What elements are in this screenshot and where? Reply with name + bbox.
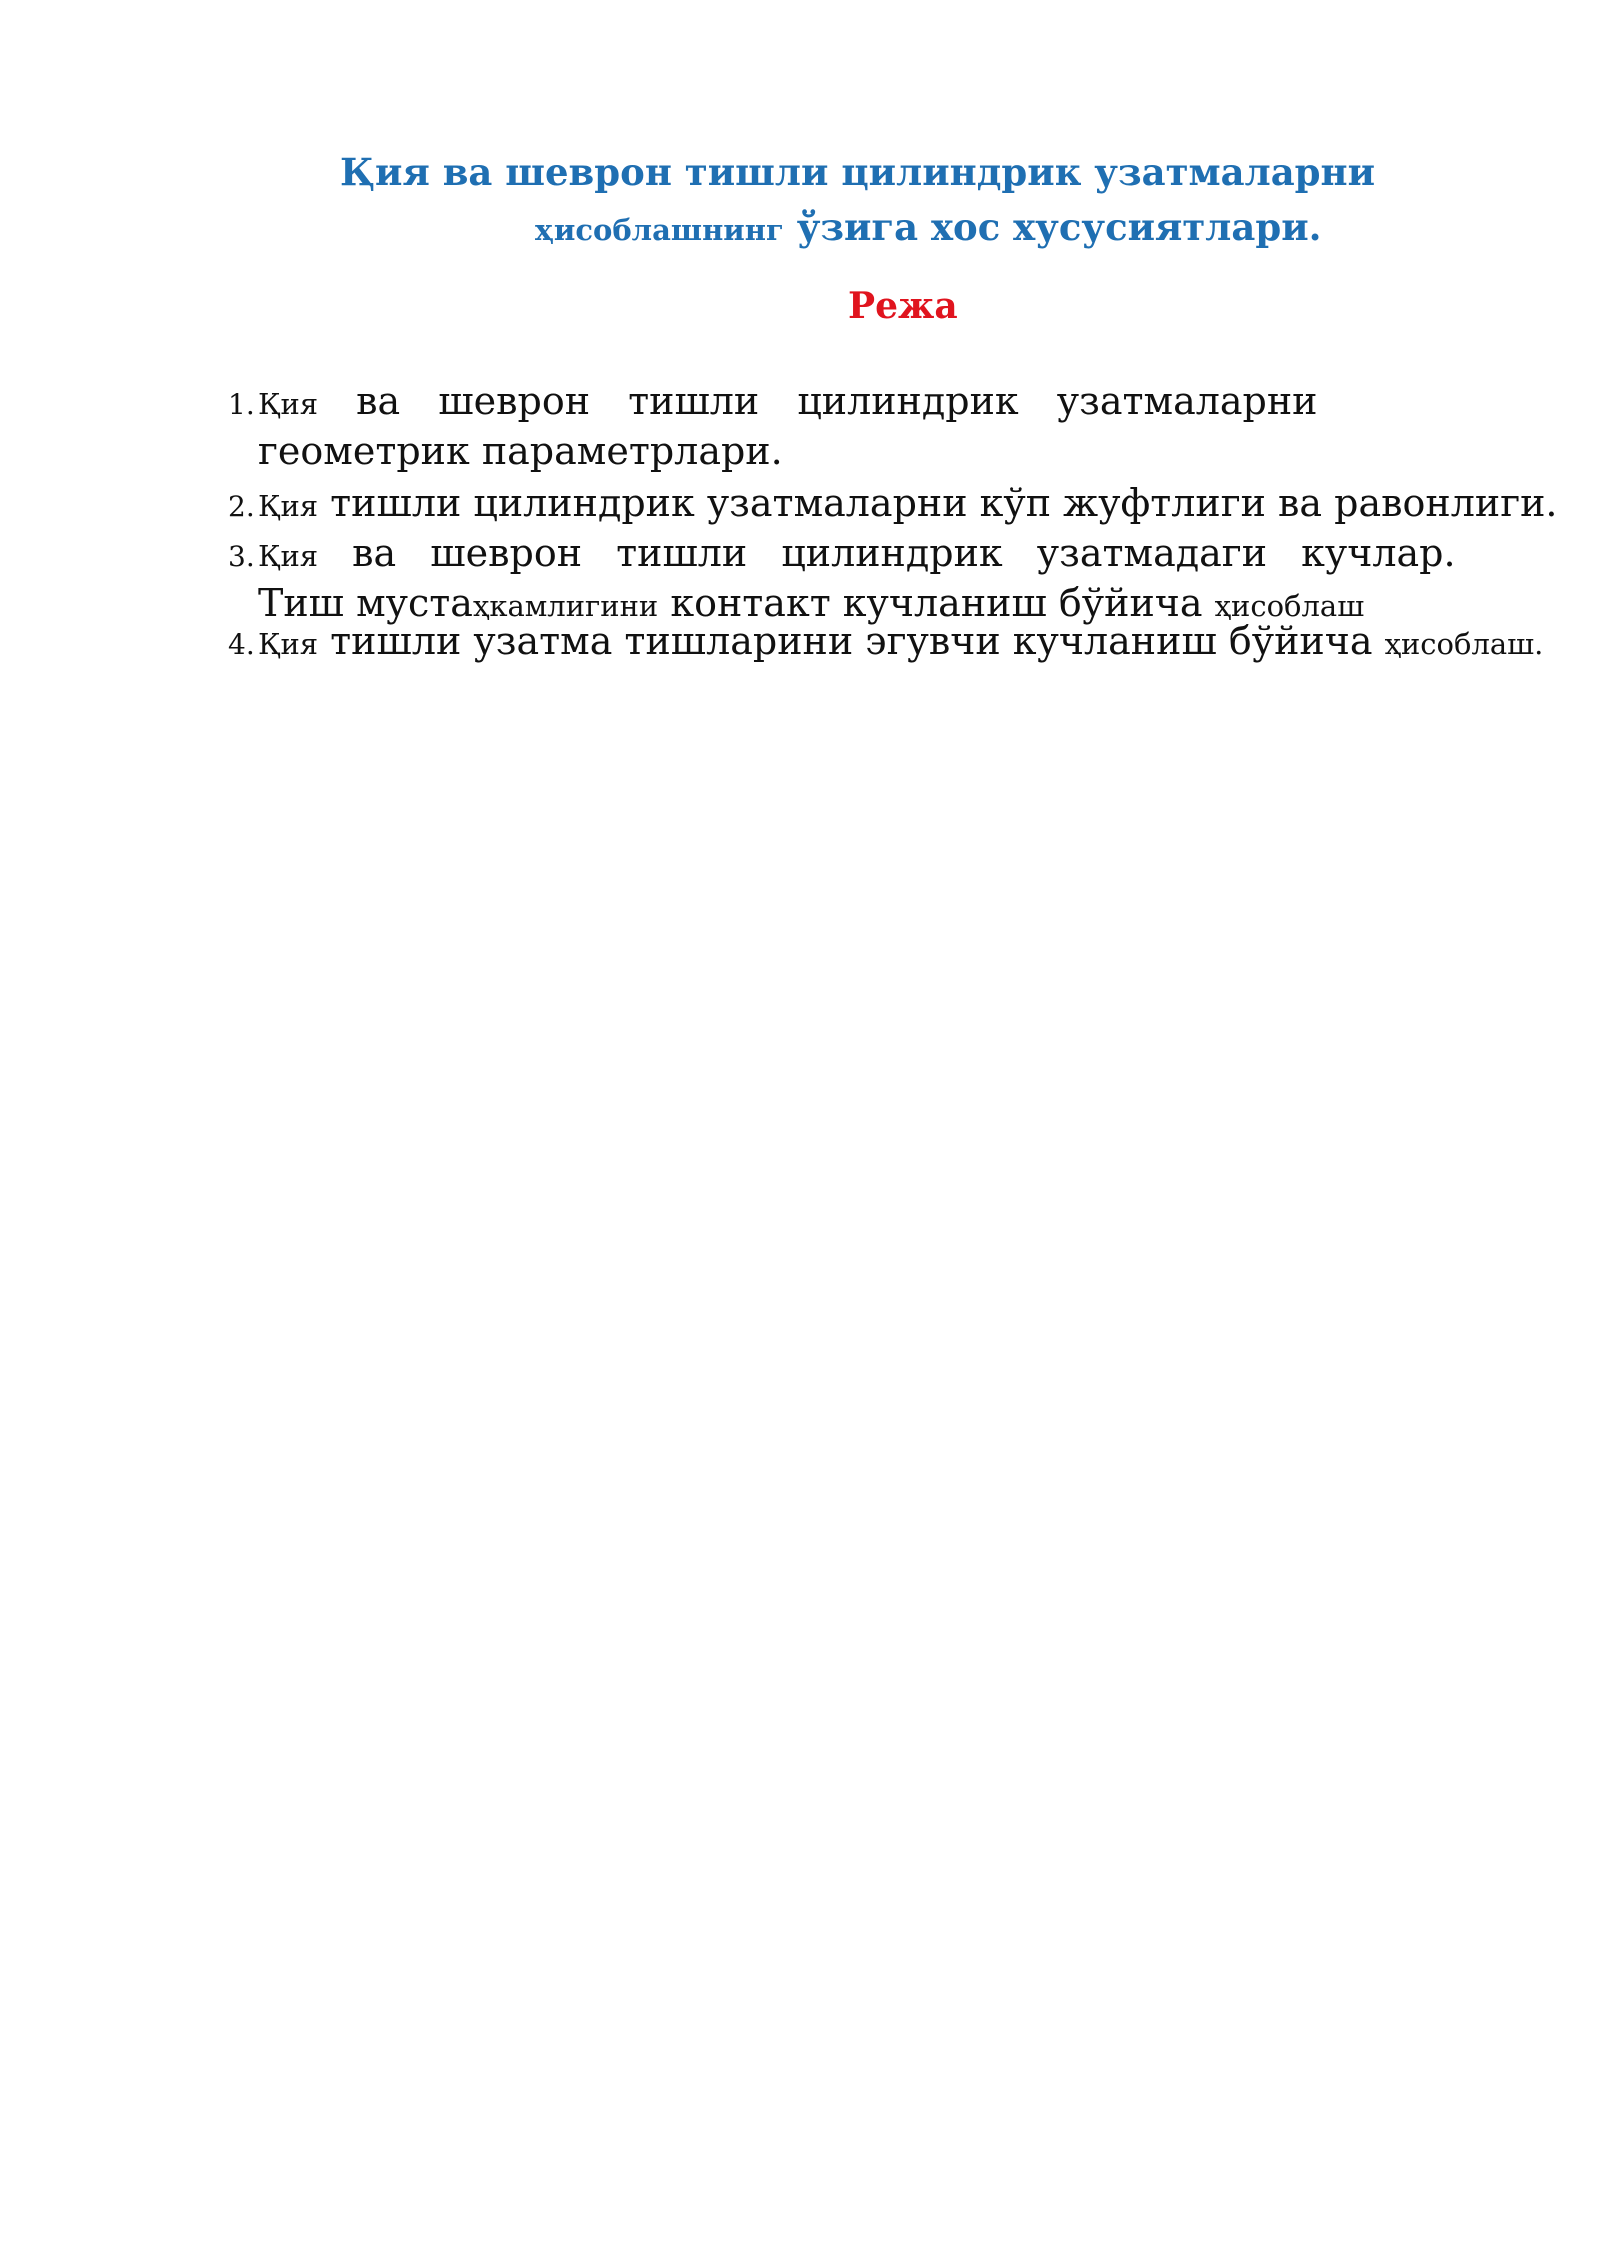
plan-item-text: тишли цилиндрик узатмаларни кўп жуфтлиги ва равонлиги. (318, 481, 1558, 525)
plan-item-1-line-1 (228, 378, 1318, 428)
plan-item-3-line-1 (228, 531, 1456, 575)
plan-item-prefix: Қия (258, 539, 319, 573)
plan-item-text-part: контакт кучланиш бўйича (658, 581, 1215, 625)
plan-item-text: ва шеврон тишли цилиндрик узатмаларни (318, 379, 1318, 423)
plan-item-number: 3. (228, 540, 255, 573)
plan-list-item-1 (228, 378, 1318, 474)
plan-item-text: ва шеврон тишли цилиндрик узатмадаги кучлар. (318, 531, 1456, 575)
document-title-line-1: Қия ва шеврон тишли цилиндрик узатмаларни (340, 150, 1376, 194)
plan-item-prefix: Қия (258, 489, 319, 523)
plan-item-number: 1. (228, 388, 255, 421)
plan-list-item-3 (228, 530, 1456, 629)
plan-item-small-part: ҳкамлигини (472, 589, 659, 623)
plan-item-small-part: ҳисоблаш. (1384, 627, 1544, 661)
plan-item-prefix: Қия (258, 387, 319, 421)
plan-item-text: тишли узатма тишларини эгувчи кучланиш бўйича (318, 619, 1385, 663)
plan-list-item-4 (228, 618, 1543, 668)
plan-item-number: 2. (228, 490, 255, 523)
plan-item-prefix: Қия (258, 627, 319, 661)
title-line-2-small-part: ҳисоблашнинг (535, 213, 784, 247)
plan-heading: Режа (848, 285, 958, 327)
title-line-2-rest: ўзига хос хусусиятлари. (783, 205, 1322, 249)
plan-item-small-part: ҳисоблаш (1214, 589, 1365, 623)
plan-list-item-2 (228, 480, 1558, 530)
plan-item-number: 4. (228, 628, 255, 661)
plan-item-text-part: Тиш муста (258, 581, 473, 625)
document-title-line-2 (535, 205, 1322, 249)
plan-item-1-line-2: геометрик параметрлари. (258, 429, 783, 473)
